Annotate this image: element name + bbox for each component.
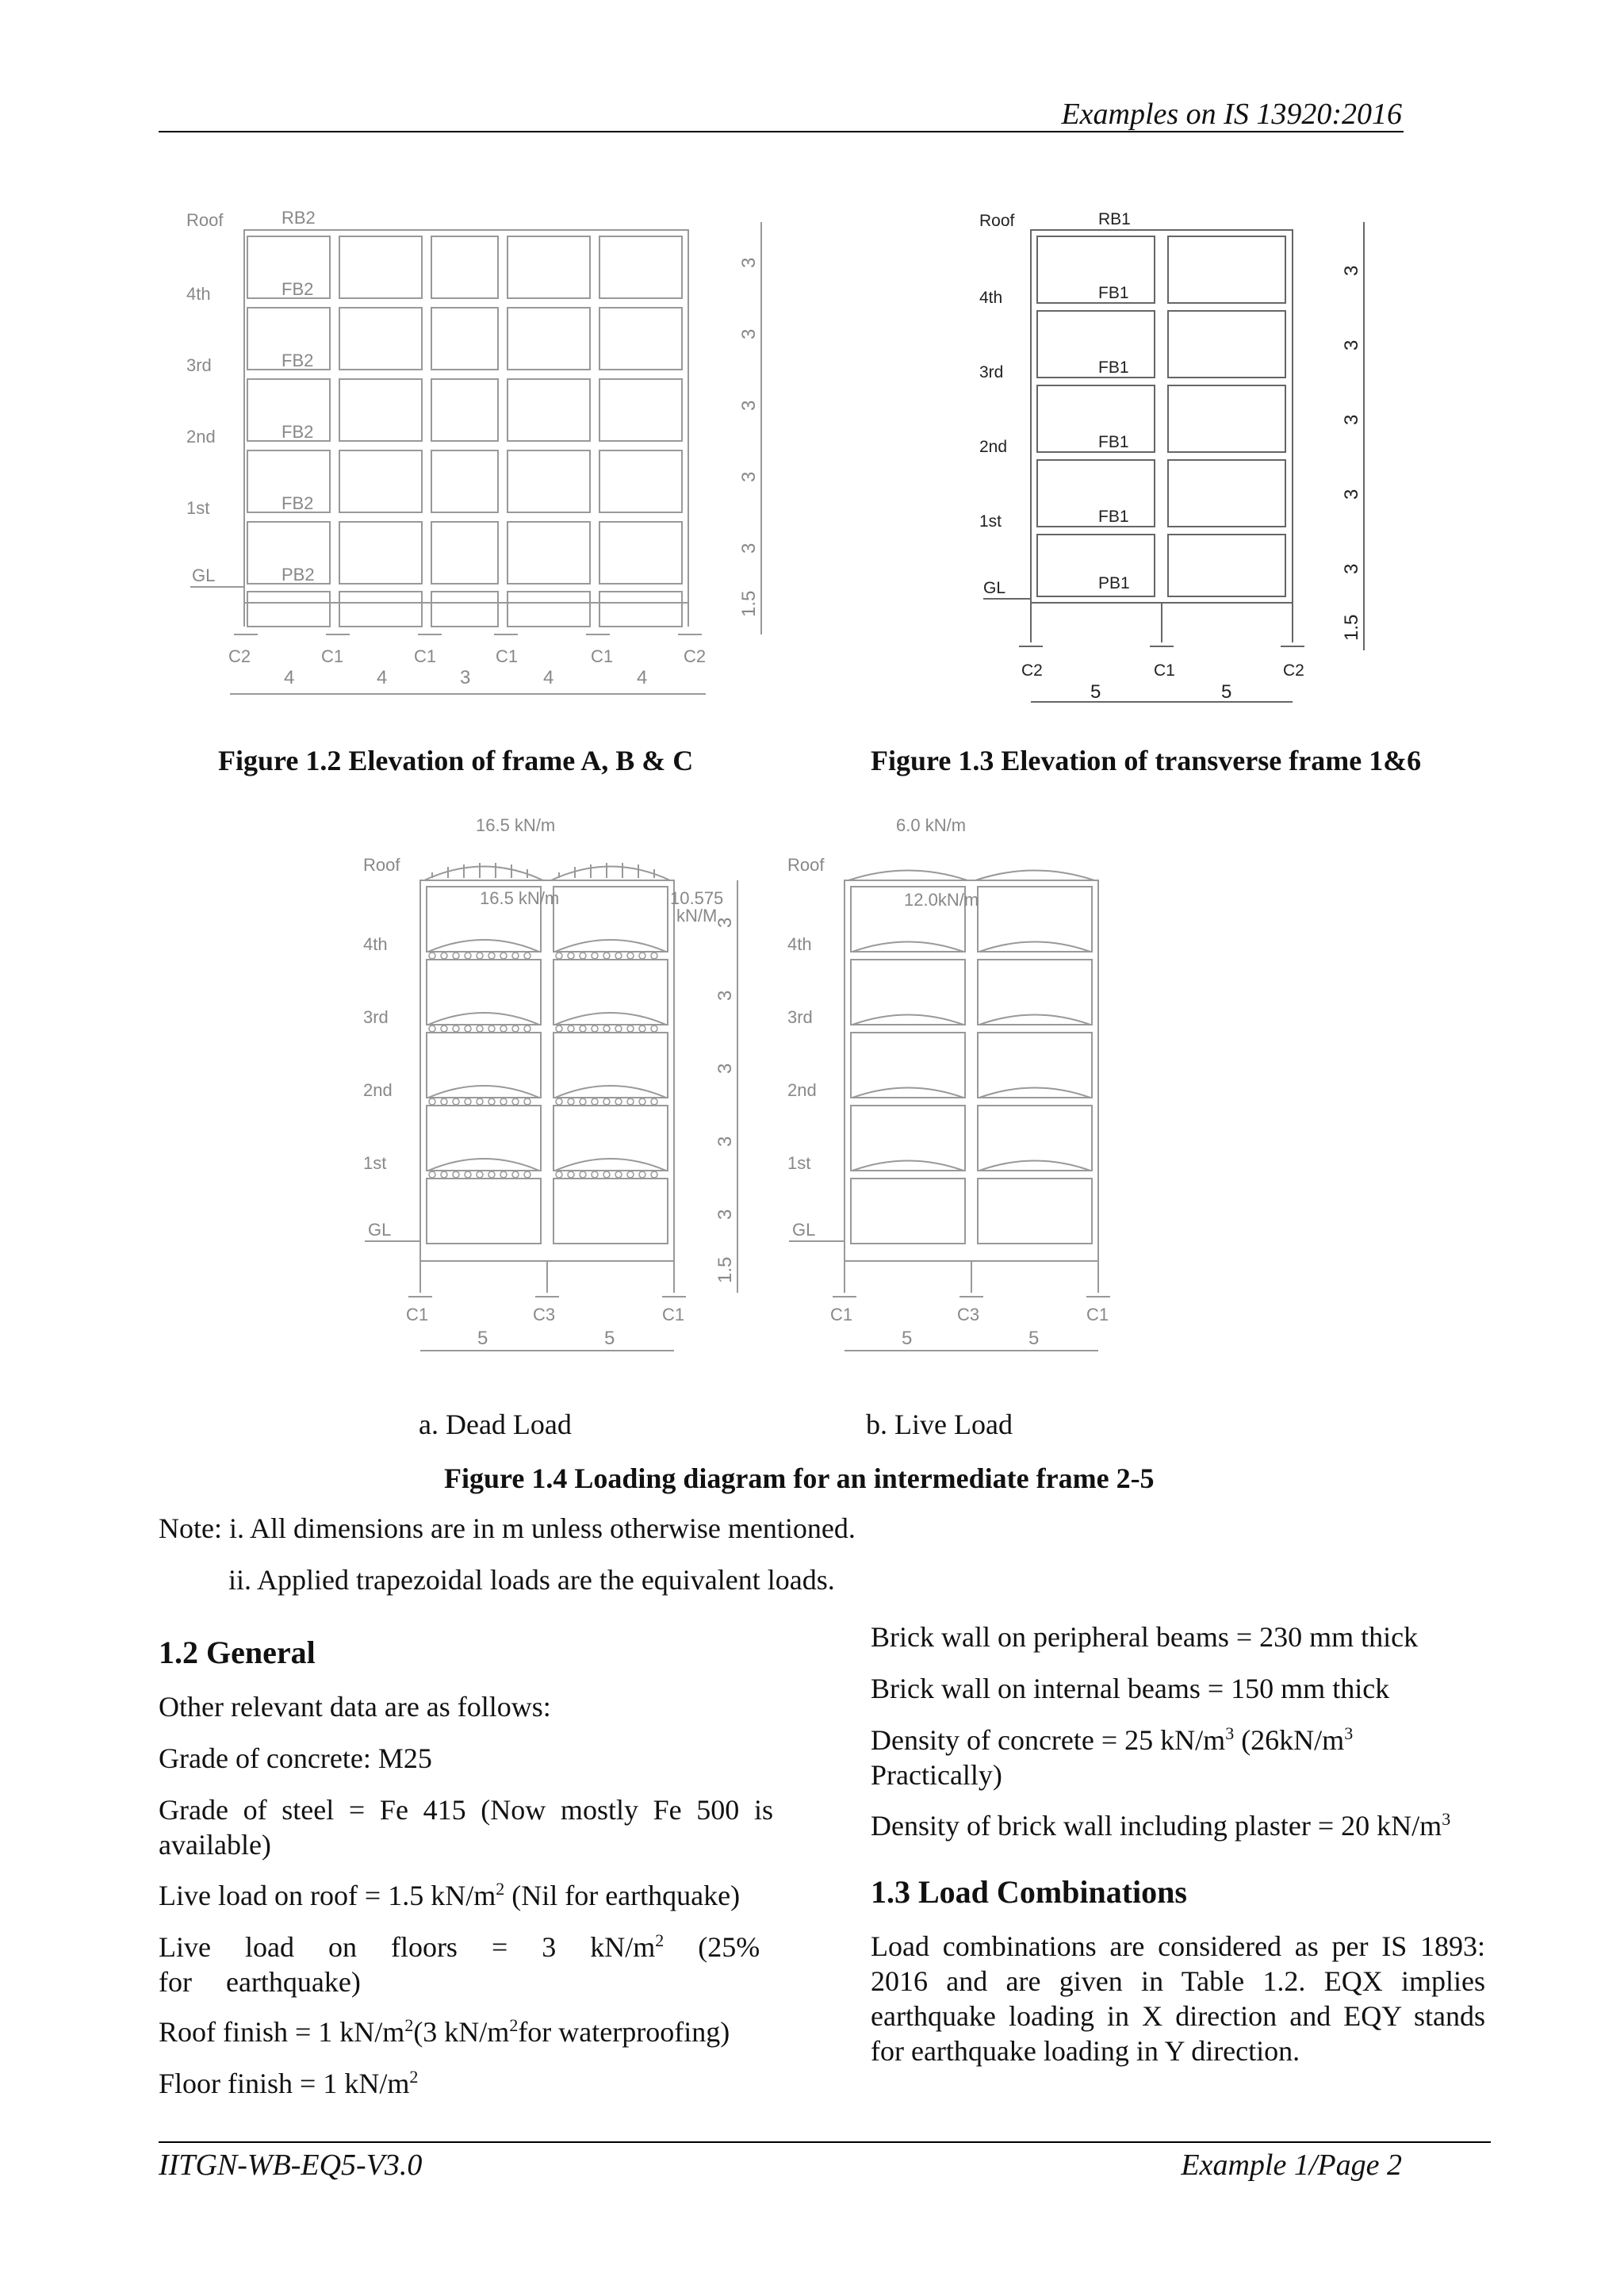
roof-load-label: 16.5 kN/m	[476, 815, 556, 835]
beam-label: FB1	[1098, 358, 1129, 377]
height-label: 3	[1341, 414, 1362, 425]
height-label: 3	[714, 1063, 736, 1074]
height-label: 1.5	[738, 590, 760, 617]
level-label: 2nd	[787, 1080, 817, 1100]
level-label: 4th	[787, 934, 812, 954]
footer-rule	[159, 2141, 1491, 2143]
footer-left: IITGN-WB-EQ5-V3.0	[159, 2148, 423, 2182]
height-label: 3	[714, 917, 736, 928]
span-label: 5	[1221, 681, 1232, 703]
span-label: 4	[377, 667, 388, 688]
text: Roof finish = 1 kN/m	[159, 2016, 405, 2048]
height-label: 3	[1341, 563, 1362, 574]
sup: 3	[1225, 1723, 1235, 1743]
beam-label: FB2	[282, 351, 314, 370]
level-label: 4th	[363, 934, 388, 954]
sup: 2	[409, 2067, 419, 2087]
brick-wall-internal: Brick wall on internal beams = 150 mm thick	[871, 1673, 1390, 1704]
height-label: 3	[738, 328, 760, 339]
text: Live load on roof = 1.5 kN/m	[159, 1880, 496, 1911]
column-label: C2	[228, 646, 251, 666]
column-label: C1	[591, 646, 614, 666]
text: (Nil for earthquake)	[504, 1880, 741, 1911]
header-title: Examples on IS 13920:2016	[1061, 98, 1402, 131]
level-label: GL	[792, 1220, 816, 1240]
roof-finish	[159, 2014, 785, 2049]
text: (3 kN/m	[413, 2016, 510, 2048]
live-load-roof	[159, 1878, 785, 1913]
beam-label: PB1	[1098, 574, 1130, 592]
height-label: 3	[714, 1209, 736, 1220]
sup: 2	[496, 1879, 505, 1899]
brick-wall-peripheral: Brick wall on peripheral beams = 230 mm thick	[871, 1621, 1419, 1653]
height-label: 1.5	[1341, 614, 1362, 641]
height-label: 3	[714, 990, 736, 1001]
figure-1-3-caption: Figure 1.3 Elevation of transverse frame 1&6	[871, 745, 1422, 776]
figure-1-2	[159, 198, 793, 722]
floor-load-label: 12.0kN/m	[904, 890, 979, 910]
column-label: C2	[1021, 661, 1043, 680]
level-label: GL	[368, 1220, 392, 1240]
beam-label: FB2	[282, 422, 314, 442]
span-label: 5	[604, 1328, 615, 1349]
text: (26kN/m	[1234, 1724, 1345, 1756]
level-label: 2nd	[186, 427, 216, 447]
figure-1-4-caption: Figure 1.4 Loading diagram for an intermediate frame 2-5	[444, 1462, 1155, 1494]
level-label: 4th	[186, 284, 211, 304]
span-label: 3	[460, 667, 471, 688]
beam-label: FB1	[1098, 508, 1129, 526]
column-label: C1	[496, 646, 519, 666]
live-load-floors	[159, 1930, 773, 1999]
wall-load-label: 10.575	[670, 888, 724, 908]
height-label: 3	[714, 1136, 736, 1147]
height-label: 3	[1341, 265, 1362, 276]
wall-load-unit: kN/M	[676, 906, 718, 926]
span-label: 4	[284, 667, 295, 688]
text: Practically)	[871, 1759, 1002, 1791]
sup: 2	[655, 1930, 665, 1950]
column-label: C1	[1154, 661, 1175, 680]
beam-label: FB2	[282, 279, 314, 299]
height-label: 3	[738, 542, 760, 554]
figure-1-2-caption: Figure 1.2 Elevation of frame A, B & C	[218, 745, 694, 776]
section-heading-general: 1.2 General	[159, 1635, 316, 1670]
footer-right: Example 1/Page 2	[1181, 2148, 1402, 2182]
span-label: 5	[477, 1328, 488, 1349]
height-label: 3	[738, 257, 760, 268]
general-intro: Other relevant data are as follows:	[159, 1691, 551, 1723]
text: Floor finish = 1 kN/m	[159, 2068, 410, 2099]
beam-label: FB2	[282, 493, 314, 513]
beam-label: FB1	[1098, 284, 1129, 302]
level-label: Roof	[186, 210, 224, 230]
height-label: 3	[1341, 489, 1362, 500]
density-of-brick-wall	[871, 1808, 1450, 1843]
column-label: C1	[321, 646, 344, 666]
level-label: GL	[983, 579, 1006, 597]
level-label: GL	[192, 565, 216, 585]
beam-label: PB2	[282, 565, 315, 585]
column-label: C3	[533, 1305, 556, 1324]
floor-finish	[159, 2066, 773, 2101]
roof-load-label: 6.0 kN/m	[896, 815, 967, 835]
note-1: Note: i. All dimensions are in m unless otherwise mentioned.	[159, 1512, 856, 1544]
beam-label: RB2	[282, 208, 316, 228]
dead-load-label: a. Dead Load	[419, 1409, 572, 1440]
span-label: 4	[637, 667, 648, 688]
height-label: 1.5	[714, 1256, 736, 1283]
column-label: C1	[830, 1305, 853, 1324]
level-label: 3rd	[787, 1007, 813, 1027]
column-label: C1	[1086, 1305, 1109, 1324]
level-label: Roof	[787, 855, 825, 875]
text: (25% for earthquake)	[159, 1931, 760, 1998]
figure-1-3	[967, 198, 1411, 722]
height-label: 3	[738, 400, 760, 411]
level-label: Roof	[979, 212, 1015, 230]
column-label: C1	[414, 646, 437, 666]
level-label: 3rd	[363, 1007, 389, 1027]
level-label: 4th	[979, 289, 1003, 307]
live-load-label: b. Live Load	[866, 1409, 1013, 1440]
figure-1-4b-live-load	[781, 809, 1114, 1380]
column-label: C2	[684, 646, 707, 666]
beam-label: RB1	[1098, 210, 1131, 228]
note-2: ii. Applied trapezoidal loads are the equivalent loads.	[228, 1564, 835, 1596]
density-of-concrete	[871, 1723, 1489, 1792]
height-label: 3	[1341, 339, 1362, 351]
beam-label: FB1	[1098, 433, 1129, 451]
sup: 3	[1442, 1809, 1451, 1829]
level-label: 2nd	[363, 1080, 393, 1100]
span-label: 4	[543, 667, 554, 688]
grade-of-concrete: Grade of concrete: M25	[159, 1742, 432, 1774]
text: Density of brick wall including plaster = 20 kN/m	[871, 1810, 1442, 1842]
column-label: C1	[662, 1305, 685, 1324]
load-combinations-text: Load combinations are considered as per IS 1893: 2016 and are given in Table 1.2. EQX implies earthquake loading in X direction and EQY stands for earthquake loading in Y direction.	[871, 1930, 1485, 2067]
span-label: 5	[1028, 1328, 1040, 1349]
level-label: 3rd	[186, 355, 212, 375]
grade-of-steel: Grade of steel = Fe 415 (Now mostly Fe 500 is available)	[159, 1794, 773, 1861]
level-label: 1st	[787, 1153, 811, 1173]
column-label: C3	[957, 1305, 980, 1324]
level-label: 1st	[186, 498, 210, 518]
level-label: 1st	[979, 512, 1002, 531]
sup: 2	[404, 2015, 414, 2035]
level-label: 2nd	[979, 438, 1008, 456]
level-label: Roof	[363, 855, 400, 875]
sup: 2	[509, 2015, 519, 2035]
floor-load-label: 16.5 kN/m	[480, 888, 560, 908]
column-label: C1	[406, 1305, 429, 1324]
span-label: 5	[1090, 681, 1101, 703]
section-heading-load-combinations: 1.3 Load Combinations	[871, 1874, 1187, 1910]
sup: 3	[1344, 1723, 1354, 1743]
text: Density of concrete = 25 kN/m	[871, 1724, 1226, 1756]
column-label: C2	[1283, 661, 1304, 680]
height-label: 3	[738, 471, 760, 482]
text: Live load on floors = 3 kN/m	[159, 1931, 656, 1963]
span-label: 5	[902, 1328, 913, 1349]
level-label: 3rd	[979, 363, 1004, 381]
level-label: 1st	[363, 1153, 387, 1173]
header-rule	[159, 131, 1404, 132]
figure-1-4a-dead-load	[357, 809, 793, 1380]
text: for waterproofing)	[518, 2016, 730, 2048]
